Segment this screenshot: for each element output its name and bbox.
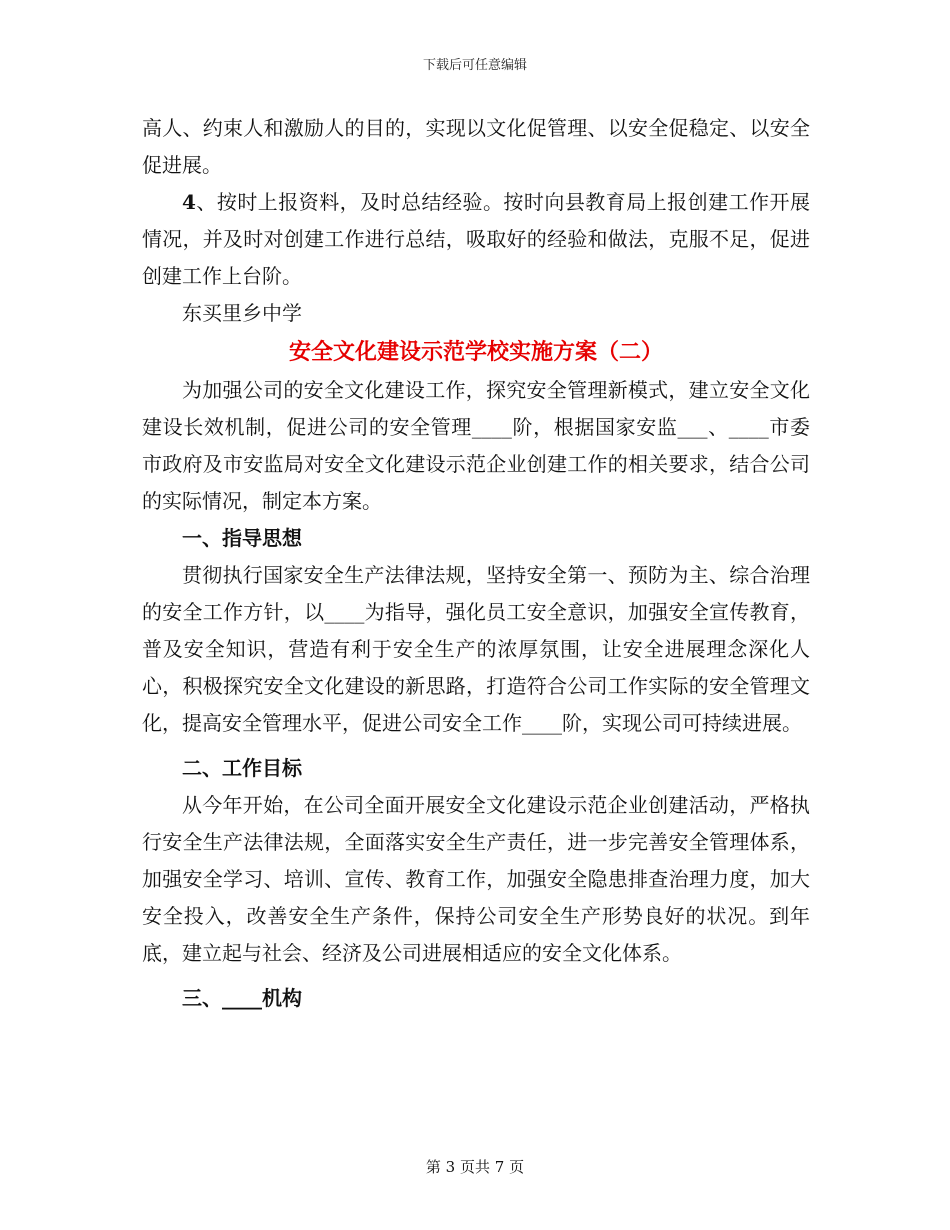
- document-title: 安全文化建设示范学校实施方案（二）: [288, 339, 663, 365]
- section-heading-guiding-thought: 一、指导思想: [182, 526, 302, 550]
- paragraph-work-goals: 从今年开始，在公司全面开展安全文化建设示范企业创建活动，严格执行安全生产法律法规，全面落实安全生产责任，进一步完善安全管理体系，加强安全学习、培训、宣传、教育工作，加强安全隐患排查治理力度，加大安全投入，改善安全生产条件，保持公司安全生产形势良好的状况。到年底，建立起与社会、经济及公司进展相适应的安全文化体系。: [142, 793, 810, 965]
- paragraph-continuation: 高人、约束人和激励人的目的，实现以文化促管理、以安全促稳定、以安全促进展。: [142, 116, 810, 177]
- section-heading-organization: 三、____机构: [182, 986, 302, 1010]
- signature-school: 东买里乡中学: [182, 301, 302, 325]
- document-body: [142, 110, 810, 1017]
- paragraph-item-4: [142, 184, 810, 295]
- section-heading-work-goals: 二、工作目标: [182, 756, 302, 780]
- paragraph-guiding-thought: 贯彻执行国家安全生产法律法规，坚持安全第一、预防为主、综合治理的安全工作方针，以____为指导，强化员工安全意识，加强安全宣传教育，普及安全知识，营造有利于安全生产的浓厚氛围，让安全进展理念深化人心，积极探究安全文化建设的新思路，打造符合公司工作实际的安全管理文化，提高安全管理水平，促进公司安全工作____阶，实现公司可持续进展。: [142, 563, 810, 735]
- item-number: 4: [182, 190, 196, 214]
- page-number-footer: 第 3 页共 7 页: [425, 1158, 525, 1176]
- paragraph-intro: 为加强公司的安全文化建设工作，探究安全管理新模式，建立安全文化建设长效机制，促进公司的安全管理____阶，根据国家安监___、____市委市政府及市安监局对安全文化建设示范企业创建工作的相关要求，结合公司的实际情况，制定本方案。: [142, 378, 810, 513]
- item-text: 、按时上报资料，及时总结经验。按时向县教育局上报创建工作开展情况，并及时对创建工作进行总结，吸取好的经验和做法，克服不足，促进创建工作上台阶。: [142, 190, 810, 288]
- page-header-note: 下载后可任意编辑: [422, 58, 527, 73]
